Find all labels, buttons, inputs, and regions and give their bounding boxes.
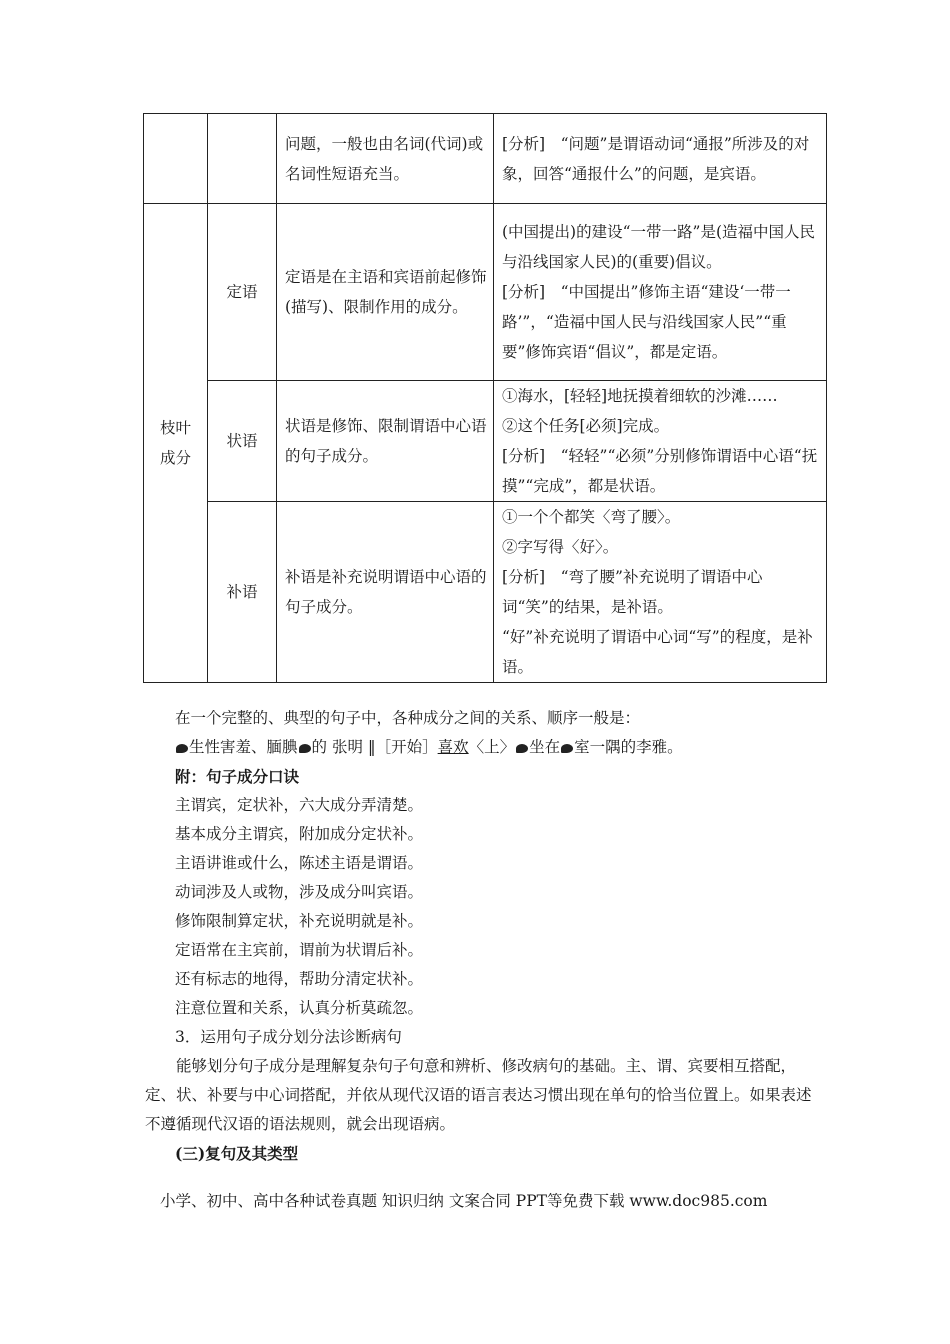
table-row xyxy=(144,381,827,502)
example-line: ②这个任务[必须]完成。 xyxy=(502,417,670,435)
section-heading: 3．运用句子成分划分法诊断病句 xyxy=(175,1028,402,1046)
example-cell xyxy=(494,204,827,381)
table-row xyxy=(144,204,827,381)
predicate-underlined: 喜欢 xyxy=(437,738,469,756)
definition-cell: 定语是在主语和宾语前起修饰(描写)、限制作用的成分。 xyxy=(277,204,494,381)
example-sentence: 生性害羞、腼腆 的 张明 ‖［开始］喜欢〈上〉 坐在 室一隅的李雅。 xyxy=(145,733,825,762)
example-line: [分析] “轻轻”“必须”分别修饰谓语中心语“抚摸”“完成”，都是状语。 xyxy=(502,447,818,495)
section-heading: (三)复句及其类型 xyxy=(175,1144,299,1163)
example-cell xyxy=(494,502,827,683)
mnemonic-line: 主谓宾，定状补，六大成分弄清楚。 xyxy=(175,796,424,814)
sentence-components-table xyxy=(143,113,827,683)
table-cell-empty xyxy=(208,114,277,204)
example-line: ①一个个都笑〈弯了腰〉。 xyxy=(502,508,681,526)
mnemonic-line: 注意位置和关系，认真分析莫疏忽。 xyxy=(175,999,424,1017)
group-label: 枝叶成分 xyxy=(159,419,191,467)
example-cell xyxy=(494,381,827,502)
attribute-marker-icon xyxy=(516,744,528,753)
example-line: ②字写得〈好〉。 xyxy=(502,538,619,556)
table-cell-empty xyxy=(144,114,208,204)
attribute-marker-icon xyxy=(561,744,573,753)
table-row xyxy=(144,502,827,683)
section-paragraph: 能够划分句子成分是理解复杂句子句意和辨析、修改病句的基础。主、谓、宾要相互搭配，定、状、补要与中心词搭配，并依从现代汉语的语言表达习惯出现在单句的恰当位置上。如果表述不遵循现代汉语的语法规则，就会出现语病。 xyxy=(145,1057,812,1133)
attribute-marker-icon xyxy=(176,744,188,753)
mnemonic-line: 定语常在主宾前，谓前为状谓后补。 xyxy=(175,941,424,959)
definition-cell: 问题，一般也由名词(代词)或名词性短语充当。 xyxy=(277,114,494,204)
mnemonic-line: 基本成分主谓宾，附加成分定状补。 xyxy=(175,825,424,843)
example-line: (中国提出)的建设“一带一路”是(造福中国人民与沿线国家人民)的(重要)倡议。 xyxy=(502,223,815,271)
table-row xyxy=(144,114,827,204)
example-line: [分析] “问题”是谓语动词“通报”所涉及的对象，回答“通报什么”的问题，是宾语。 xyxy=(502,134,810,183)
appendix-title: 附：句子成分口诀 xyxy=(175,767,300,786)
attribute-marker-icon xyxy=(299,744,311,753)
example-line: [分析] “弯了腰”补充说明了谓语中心词“笑”的结果，是补语。 xyxy=(502,568,763,616)
example-line: “好”补充说明了谓语中心词“写”的程度，是补语。 xyxy=(502,628,813,676)
example-cell xyxy=(494,114,827,204)
main-text xyxy=(145,704,825,1168)
definition-cell: 状语是修饰、限制谓语中心语的句子成分。 xyxy=(277,381,494,502)
mnemonic-line: 动词涉及人或物，涉及成分叫宾语。 xyxy=(175,883,424,901)
footer-text: 小学、初中、高中各种试卷真题 知识归纳 文案合同 PPT等免费下载 www.doc985.com xyxy=(160,1192,768,1210)
component-label: 状语 xyxy=(208,381,277,502)
example-line: [分析] “中国提出”修饰主语“建设‘一带一路’”，“造福中国人民与沿线国家人民”“重要”修饰宾语“倡议”，都是定语。 xyxy=(502,283,791,361)
component-label: 定语 xyxy=(208,204,277,381)
component-label: 补语 xyxy=(208,502,277,683)
definition-cell: 补语是补充说明谓语中心语的句子成分。 xyxy=(277,502,494,683)
intro-paragraph: 在一个完整的、典型的句子中，各种成分之间的关系、顺序一般是： xyxy=(175,709,641,727)
example-line: ①海水，[轻轻]地抚摸着细软的沙滩…… xyxy=(502,387,778,405)
group-label-cell xyxy=(144,204,208,683)
mnemonic-line: 还有标志的地得，帮助分清定状补。 xyxy=(175,970,424,988)
mnemonic-line: 主语讲谁或什么，陈述主语是谓语。 xyxy=(175,854,424,872)
mnemonic-line: 修饰限制算定状，补充说明就是补。 xyxy=(175,912,424,930)
